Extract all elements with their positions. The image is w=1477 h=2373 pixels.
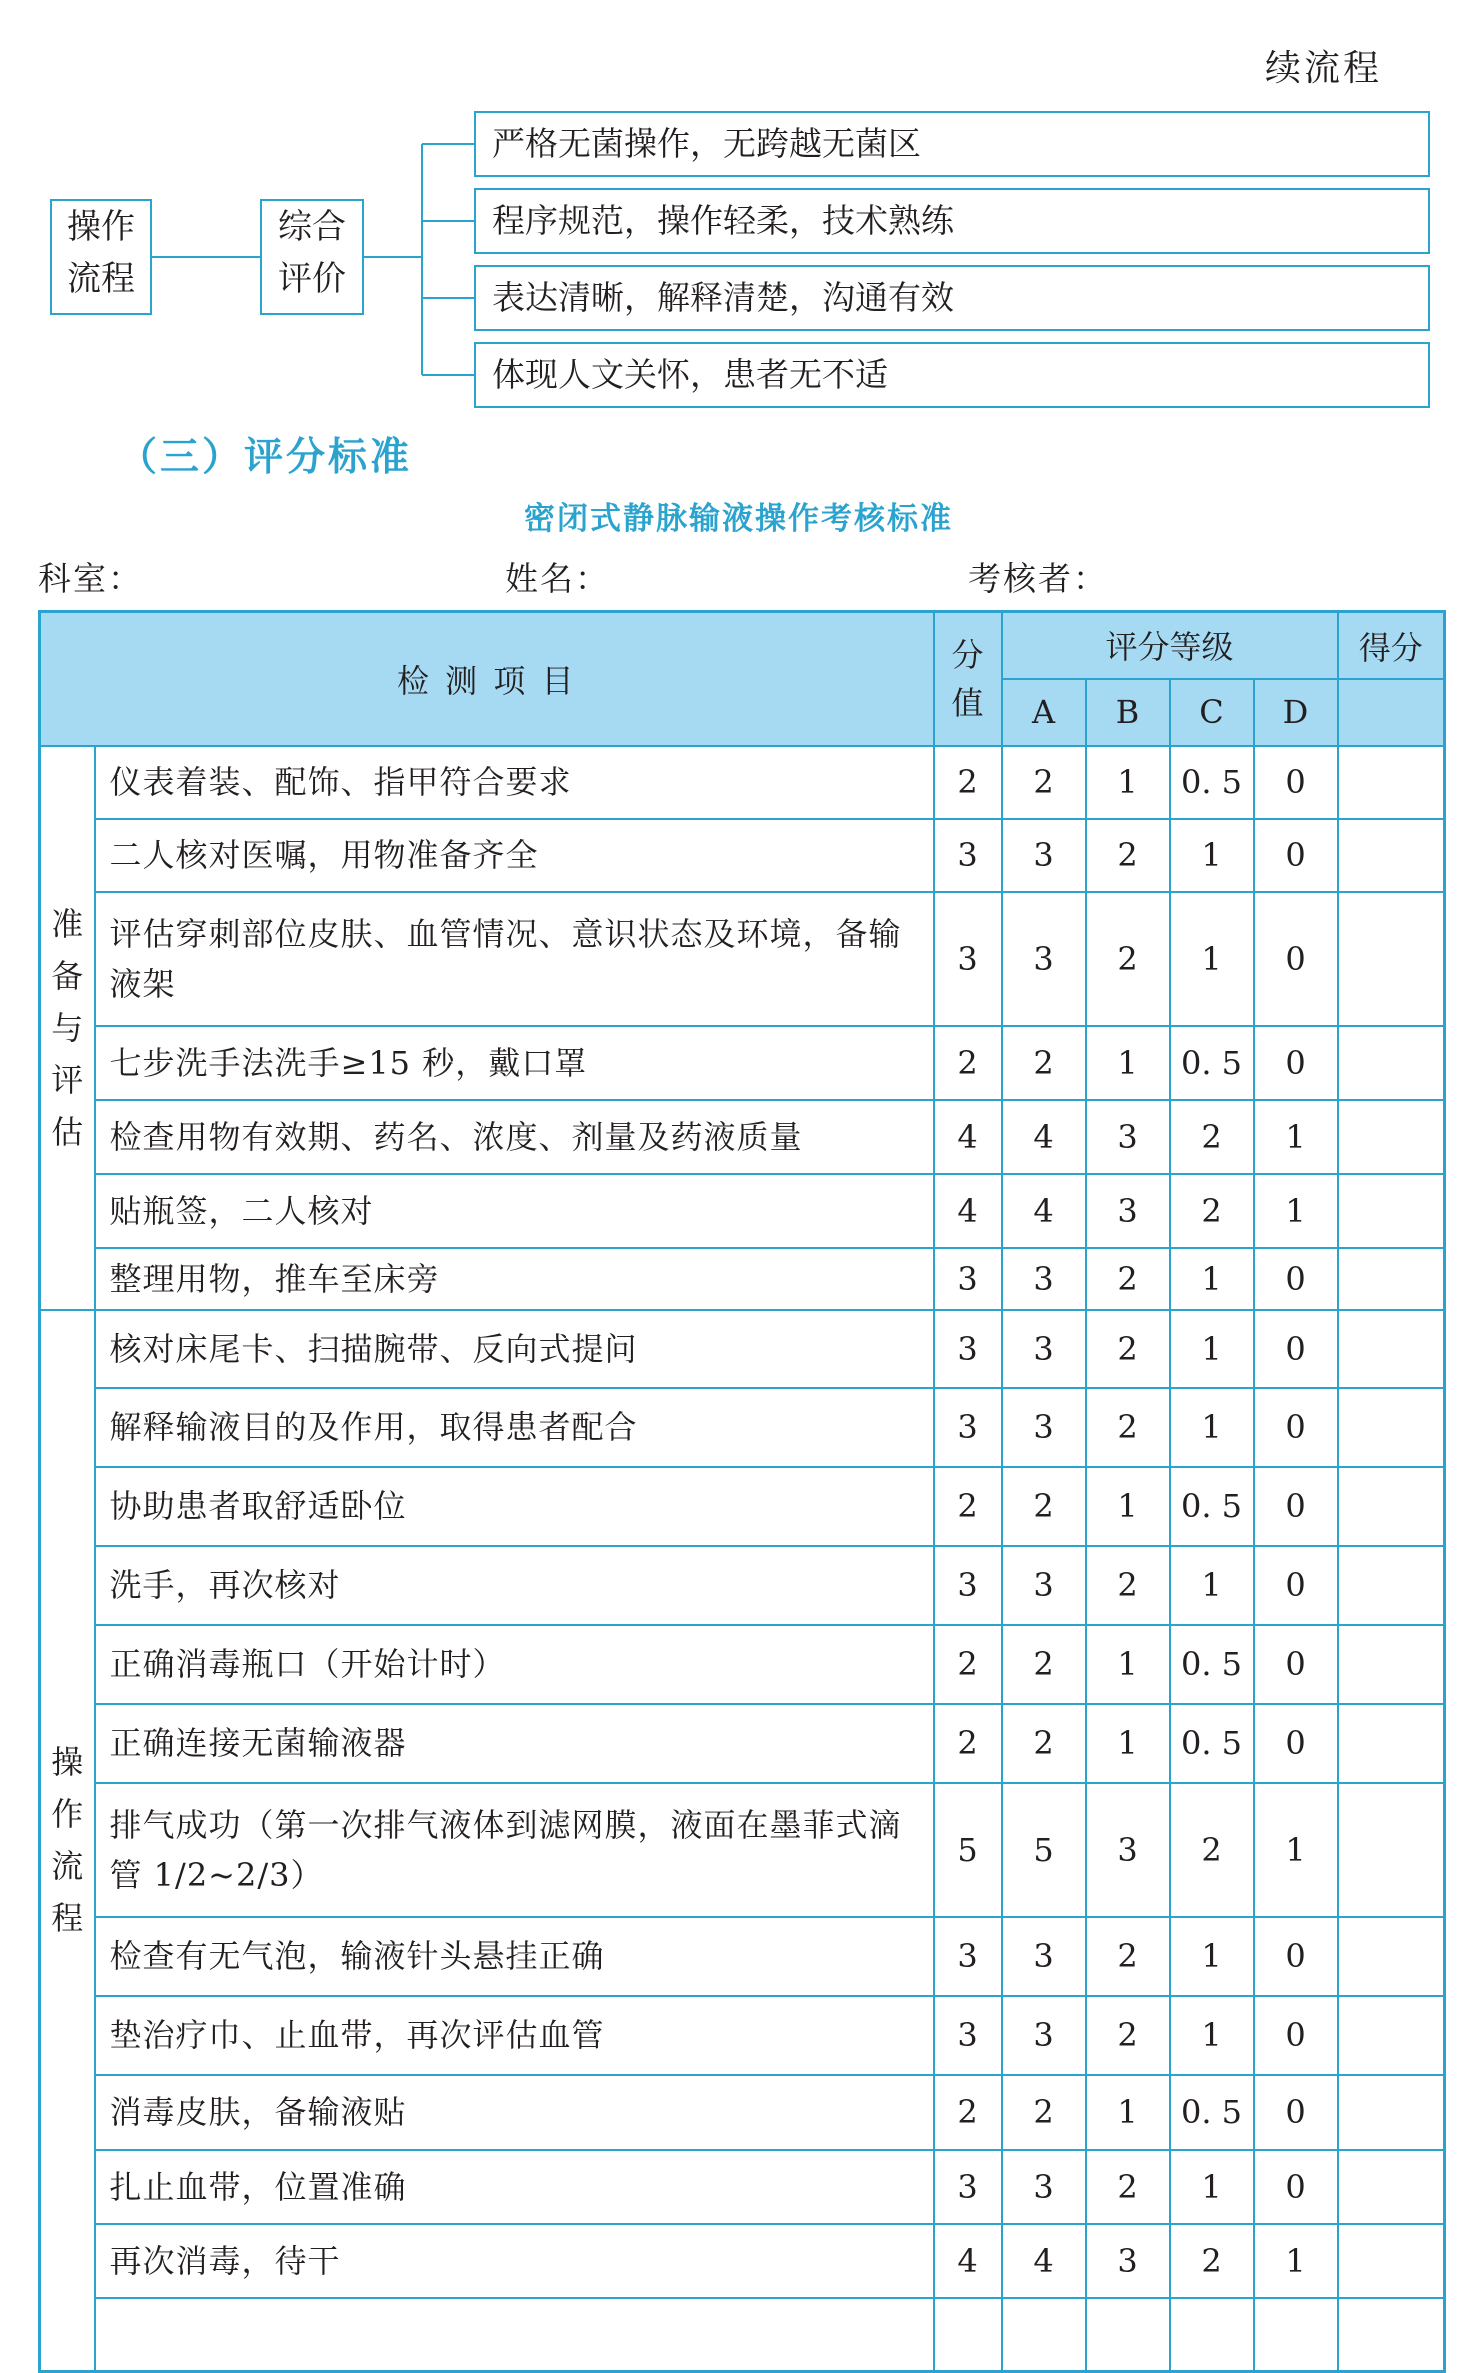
points-cell [934, 2298, 1002, 2372]
table-row [40, 1546, 1445, 1625]
grade-b-cell: 1 [1086, 2075, 1170, 2150]
score-cell [1338, 892, 1445, 1026]
score-cell [1338, 1174, 1445, 1248]
grade-b-cell: 2 [1086, 1546, 1170, 1625]
grade-a-cell: 3 [1002, 1248, 1086, 1310]
flow-node-evaluation: 综合 评价 [260, 199, 364, 315]
grade-a-cell: 2 [1002, 1704, 1086, 1783]
score-cell [1338, 819, 1445, 892]
score-cell [1338, 746, 1445, 819]
grade-b-cell [1086, 2298, 1170, 2372]
grade-a-cell: 5 [1002, 1783, 1086, 1917]
item-cell: 洗手，再次核对 [95, 1546, 934, 1625]
item-cell: 评估穿刺部位皮肤、血管情况、意识状态及环境，备输液架 [95, 892, 934, 1026]
item-cell: 解释输液目的及作用，取得患者配合 [95, 1388, 934, 1467]
header-points: 分 值 [934, 612, 1002, 746]
score-cell [1338, 1100, 1445, 1174]
points-cell: 2 [934, 1704, 1002, 1783]
grade-d-cell [1254, 2298, 1338, 2372]
table-row [40, 2075, 1445, 2150]
grade-a-cell: 4 [1002, 2224, 1086, 2298]
grade-c-cell: 1 [1170, 1546, 1254, 1625]
grade-b-cell: 2 [1086, 1917, 1170, 1996]
header-level-c: C [1170, 679, 1254, 746]
grade-b-cell: 2 [1086, 1248, 1170, 1310]
grade-a-cell: 2 [1002, 746, 1086, 819]
score-cell [1338, 1996, 1445, 2075]
points-cell: 3 [934, 1248, 1002, 1310]
item-cell: 消毒皮肤，备输液贴 [95, 2075, 934, 2150]
item-cell: 再次消毒，待干 [95, 2224, 934, 2298]
grade-a-cell: 3 [1002, 892, 1086, 1026]
grade-b-cell: 3 [1086, 1783, 1170, 1917]
score-cell [1338, 1783, 1445, 1917]
header-score-blank [1338, 679, 1445, 746]
table-row [40, 1248, 1445, 1310]
score-cell [1338, 1467, 1445, 1546]
item-cell: 仪表着装、配饰、指甲符合要求 [95, 746, 934, 819]
grade-c-cell: 0. 5 [1170, 1704, 1254, 1783]
grade-a-cell: 3 [1002, 1310, 1086, 1388]
grade-d-cell: 0 [1254, 1996, 1338, 2075]
grade-c-cell [1170, 2298, 1254, 2372]
grade-c-cell: 0. 5 [1170, 2075, 1254, 2150]
grade-d-cell: 0 [1254, 1310, 1338, 1388]
points-cell: 3 [934, 1996, 1002, 2075]
grade-a-cell: 3 [1002, 819, 1086, 892]
section-heading: （三）评分标准 [118, 435, 413, 480]
points-cell: 4 [934, 1100, 1002, 1174]
flow-item-procedure: 程序规范，操作轻柔，技术熟练 [474, 188, 1430, 254]
grade-b-cell: 2 [1086, 892, 1170, 1026]
flow-node-operation: 操作 流程 [50, 199, 152, 315]
grade-d-cell: 1 [1254, 1174, 1338, 1248]
grade-b-cell: 3 [1086, 1174, 1170, 1248]
table-row [40, 1625, 1445, 1704]
table-row [40, 2298, 1445, 2372]
header-score: 得分 [1338, 612, 1445, 679]
points-cell: 3 [934, 1546, 1002, 1625]
grade-c-cell: 0. 5 [1170, 1026, 1254, 1100]
item-cell: 七步洗手法洗手≥15 秒，戴口罩 [95, 1026, 934, 1100]
table-row [40, 2224, 1445, 2298]
score-cell [1338, 2298, 1445, 2372]
grade-b-cell: 2 [1086, 1388, 1170, 1467]
grade-a-cell: 4 [1002, 1100, 1086, 1174]
grade-c-cell: 1 [1170, 892, 1254, 1026]
grade-d-cell: 1 [1254, 1100, 1338, 1174]
grade-c-cell: 2 [1170, 2224, 1254, 2298]
header-level-a: A [1002, 679, 1086, 746]
table-row [40, 746, 1445, 819]
table-row [40, 892, 1445, 1026]
item-cell: 贴瓶签，二人核对 [95, 1174, 934, 1248]
header-item: 检 测 项 目 [40, 612, 934, 746]
grade-d-cell: 0 [1254, 2075, 1338, 2150]
field-examiner: 考核者： [968, 559, 1108, 598]
score-cell [1338, 1546, 1445, 1625]
table-row [40, 1174, 1445, 1248]
grade-b-cell: 3 [1086, 2224, 1170, 2298]
grade-d-cell: 1 [1254, 1783, 1338, 1917]
table-row [40, 1310, 1445, 1388]
item-cell: 排气成功（第一次排气液体到滤网膜，液面在墨菲式滴管 1/2~2/3） [95, 1783, 934, 1917]
category-operation: 操 作 流 程 [40, 1310, 95, 2372]
grade-b-cell: 2 [1086, 1996, 1170, 2075]
scoring-table [38, 610, 1446, 2373]
grade-a-cell: 3 [1002, 2150, 1086, 2224]
score-cell [1338, 1248, 1445, 1310]
score-cell [1338, 1310, 1445, 1388]
grade-c-cell: 2 [1170, 1174, 1254, 1248]
grade-c-cell: 1 [1170, 819, 1254, 892]
table-row [40, 1917, 1445, 1996]
points-cell: 4 [934, 2224, 1002, 2298]
grade-a-cell: 2 [1002, 2075, 1086, 2150]
field-name: 姓名： [505, 559, 610, 598]
score-cell [1338, 1704, 1445, 1783]
header-level-b: B [1086, 679, 1170, 746]
points-cell: 2 [934, 1026, 1002, 1100]
continued-label: 续流程 [1264, 48, 1382, 89]
points-cell: 2 [934, 1625, 1002, 1704]
grade-c-cell: 1 [1170, 1310, 1254, 1388]
grade-a-cell: 2 [1002, 1026, 1086, 1100]
table-row [40, 1996, 1445, 2075]
grade-c-cell: 1 [1170, 1996, 1254, 2075]
points-cell: 2 [934, 746, 1002, 819]
grade-a-cell: 2 [1002, 1467, 1086, 1546]
grade-b-cell: 2 [1086, 2150, 1170, 2224]
score-cell [1338, 1625, 1445, 1704]
header-grade: 评分等级 [1002, 612, 1338, 679]
grade-d-cell: 0 [1254, 746, 1338, 819]
grade-d-cell: 0 [1254, 2150, 1338, 2224]
item-cell: 扎止血带，位置准确 [95, 2150, 934, 2224]
field-dept: 科室： [38, 559, 143, 598]
points-cell: 3 [934, 1917, 1002, 1996]
grade-d-cell: 0 [1254, 1467, 1338, 1546]
grade-b-cell: 1 [1086, 1467, 1170, 1546]
grade-a-cell: 3 [1002, 1917, 1086, 1996]
grade-d-cell: 0 [1254, 1704, 1338, 1783]
grade-a-cell: 3 [1002, 1996, 1086, 2075]
points-cell: 2 [934, 1467, 1002, 1546]
grade-c-cell: 0. 5 [1170, 1625, 1254, 1704]
grade-d-cell: 1 [1254, 2224, 1338, 2298]
grade-c-cell: 1 [1170, 1388, 1254, 1467]
score-cell [1338, 2075, 1445, 2150]
points-cell: 3 [934, 892, 1002, 1026]
grade-c-cell: 1 [1170, 1917, 1254, 1996]
grade-c-cell: 1 [1170, 1248, 1254, 1310]
flow-item-aseptic: 严格无菌操作，无跨越无菌区 [474, 111, 1430, 177]
points-cell: 3 [934, 2150, 1002, 2224]
points-cell: 5 [934, 1783, 1002, 1917]
header-level-d: D [1254, 679, 1338, 746]
grade-b-cell: 1 [1086, 1026, 1170, 1100]
score-cell [1338, 1026, 1445, 1100]
category-prep: 准 备 与 评 估 [40, 746, 95, 1310]
grade-b-cell: 1 [1086, 1704, 1170, 1783]
grade-d-cell: 0 [1254, 1546, 1338, 1625]
item-cell: 正确消毒瓶口（开始计时） [95, 1625, 934, 1704]
item-cell: 检查有无气泡，输液针头悬挂正确 [95, 1917, 934, 1996]
score-cell [1338, 1917, 1445, 1996]
grade-d-cell: 0 [1254, 892, 1338, 1026]
table-row [40, 819, 1445, 892]
grade-d-cell: 0 [1254, 1026, 1338, 1100]
grade-b-cell: 1 [1086, 1625, 1170, 1704]
item-cell: 二人核对医嘱，用物准备齐全 [95, 819, 934, 892]
item-cell: 垫治疗巾、止血带，再次评估血管 [95, 1996, 934, 2075]
points-cell: 3 [934, 1388, 1002, 1467]
points-cell: 3 [934, 819, 1002, 892]
item-cell: 核对床尾卡、扫描腕带、反向式提问 [95, 1310, 934, 1388]
table-title: 密闭式静脉输液操作考核标准 [524, 501, 953, 537]
table-row [40, 1467, 1445, 1546]
grade-b-cell: 2 [1086, 819, 1170, 892]
table-row [40, 1026, 1445, 1100]
points-cell: 4 [934, 1174, 1002, 1248]
item-cell: 整理用物，推车至床旁 [95, 1248, 934, 1310]
grade-a-cell: 3 [1002, 1388, 1086, 1467]
table-row [40, 1783, 1445, 1917]
score-cell [1338, 2150, 1445, 2224]
score-cell [1338, 1388, 1445, 1467]
flow-item-communication: 表达清晰，解释清楚，沟通有效 [474, 265, 1430, 331]
grade-a-cell [1002, 2298, 1086, 2372]
table-row [40, 1100, 1445, 1174]
grade-d-cell: 0 [1254, 1917, 1338, 1996]
points-cell: 2 [934, 2075, 1002, 2150]
grade-d-cell: 0 [1254, 1625, 1338, 1704]
score-cell [1338, 2224, 1445, 2298]
grade-a-cell: 3 [1002, 1546, 1086, 1625]
grade-a-cell: 2 [1002, 1625, 1086, 1704]
grade-c-cell: 2 [1170, 1100, 1254, 1174]
grade-a-cell: 4 [1002, 1174, 1086, 1248]
grade-c-cell: 0. 5 [1170, 1467, 1254, 1546]
grade-c-cell: 1 [1170, 2150, 1254, 2224]
table-row [40, 2150, 1445, 2224]
grade-c-cell: 0. 5 [1170, 746, 1254, 819]
grade-b-cell: 1 [1086, 746, 1170, 819]
item-cell: 协助患者取舒适卧位 [95, 1467, 934, 1546]
item-cell: 正确连接无菌输液器 [95, 1704, 934, 1783]
grade-b-cell: 2 [1086, 1310, 1170, 1388]
points-cell: 3 [934, 1310, 1002, 1388]
grade-d-cell: 0 [1254, 1248, 1338, 1310]
grade-c-cell: 2 [1170, 1783, 1254, 1917]
flow-item-care: 体现人文关怀，患者无不适 [474, 342, 1430, 408]
table-row [40, 1704, 1445, 1783]
grade-d-cell: 0 [1254, 819, 1338, 892]
grade-d-cell: 0 [1254, 1388, 1338, 1467]
grade-b-cell: 3 [1086, 1100, 1170, 1174]
item-cell [95, 2298, 934, 2372]
table-row [40, 1388, 1445, 1467]
item-cell: 检查用物有效期、药名、浓度、剂量及药液质量 [95, 1100, 934, 1174]
